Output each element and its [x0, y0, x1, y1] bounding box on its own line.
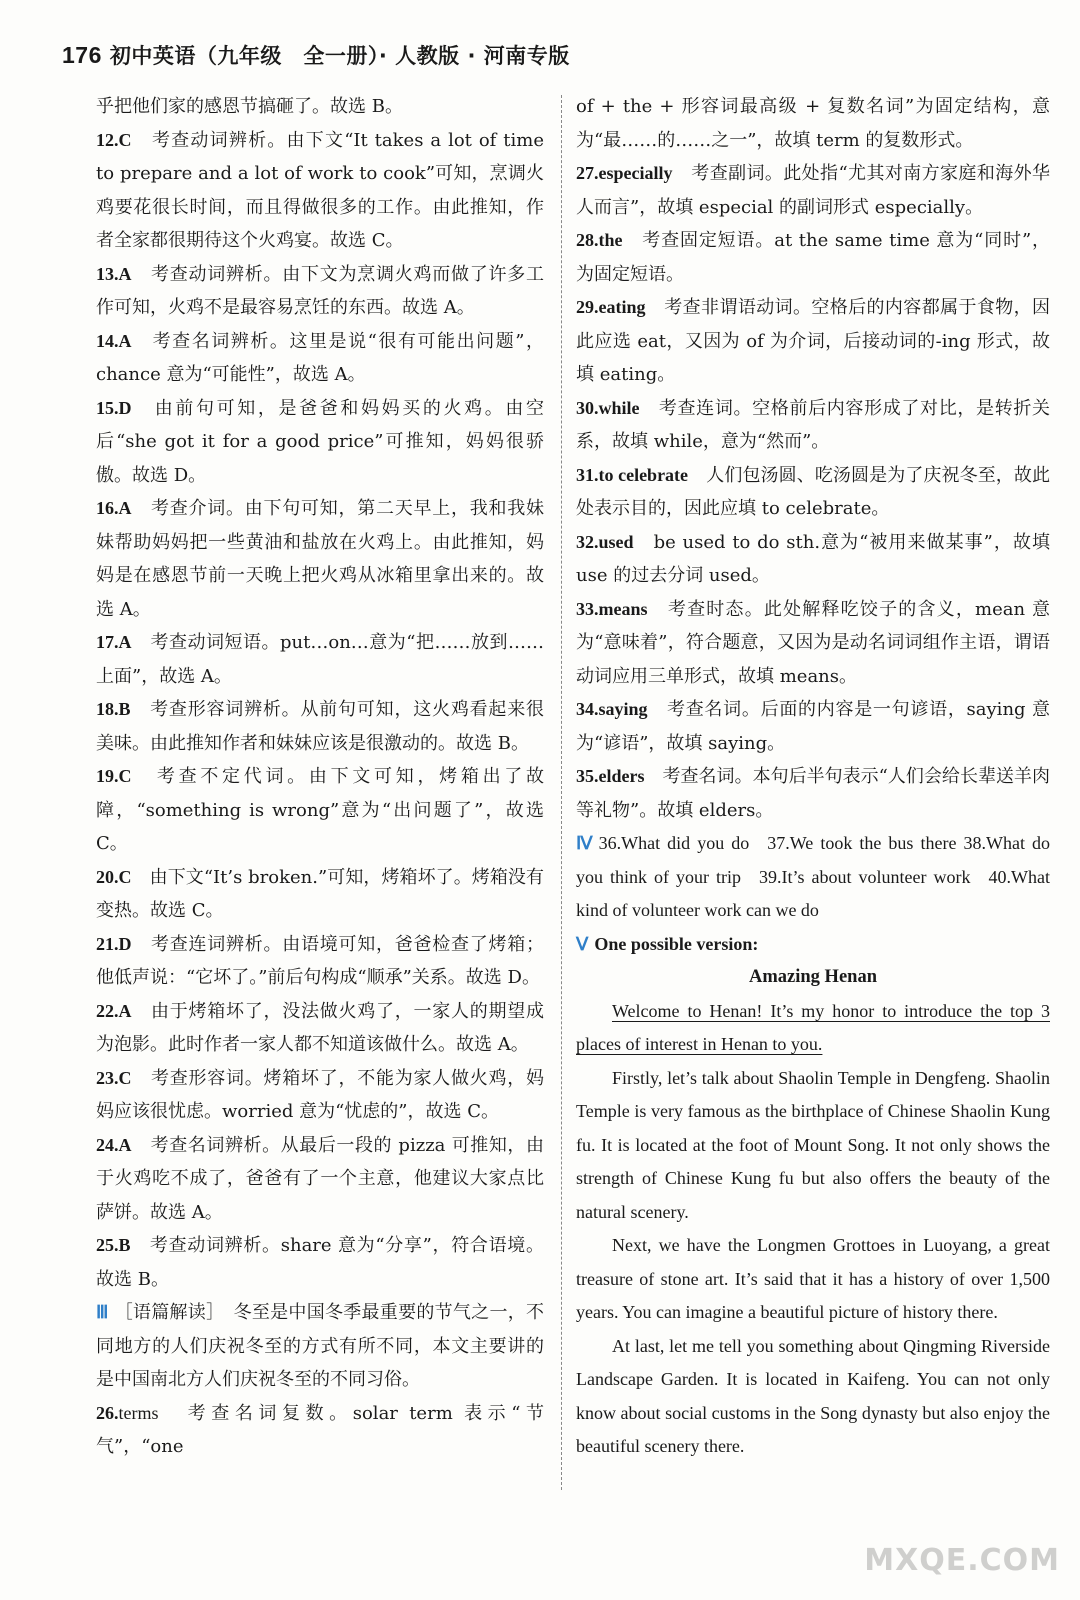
item-explanation: 考查名词辨析。从最后一段的 pizza 可推知，由于火鸡吃不成了，爸爸有了一个主意，他建议大家点比萨饼。故选 A。: [96, 1134, 545, 1223]
item-number: 16.: [96, 498, 119, 518]
item-answer: C: [118, 866, 132, 887]
item-explanation: 考查连词辨析。由语境可知，爸爸检查了烤箱；他低声说：“它坏了。”前后句构成“顺承”关系。故选 D。: [96, 933, 544, 988]
item-explanation: 考查名词。本句后半句表示“人们会给长辈送羊肉等礼物”。故填 elders。: [576, 766, 1051, 821]
item-answer: D: [118, 397, 132, 418]
answer-item: [96, 492, 544, 626]
item-number: 19.: [96, 766, 119, 786]
item-number: 30.: [576, 397, 599, 418]
essay-paragraph-3: Next, we have the Longmen Grottoes in Luoyang, a great treasure of stone art. It’s said that it has a history of over 1,500 years. You can imagine a beautiful picture of history there.: [576, 1235, 1050, 1322]
answer-list-left: [96, 124, 544, 1297]
answer-item: [96, 325, 544, 392]
answer-item: [576, 459, 1050, 526]
essay-paragraph-2: Firstly, let’s talk about Shaolin Temple in Dengfeng. Shaolin Temple is very famous as the birthplace of Chinese Shaolin Kung fu. It is located at the foot of Mount Song. It not only shows the strength of Chinese Kung fu but also offers the beauty of the natural scenery.: [576, 1067, 1050, 1222]
item-explanation: 考查固定短语。at the same time 意为“同时”，为固定短语。: [576, 230, 1051, 285]
item-answer: while: [598, 397, 640, 418]
item-number: 22.: [96, 1000, 119, 1021]
item-number: 15.: [96, 397, 119, 418]
item-answer: the: [598, 230, 623, 250]
answer-item: [96, 124, 544, 258]
item-explanation: 考查动词短语。put…on…意为“把……放到……上面”，故选 A。: [96, 632, 545, 687]
section-marker-4: Ⅳ: [576, 833, 593, 853]
item-number: 27.: [576, 163, 599, 183]
item-answer: A: [118, 1000, 132, 1021]
item-explanation: 考查非谓语动词。空格后的内容都属于食物，因此应选 eat，又因为 of 为介词，后接动词的-ing 形式，故填 eating。: [576, 297, 1051, 385]
item-answer: D: [118, 933, 132, 954]
answer-item: [96, 928, 544, 995]
item-answer: C: [118, 1067, 132, 1088]
item-explanation: 考查动词辨析。由下文“It takes a lot of time to prepare and a lot of work to cook”可知，烹调火鸡要花很长时间，而且得做很多的工作。由此推知，作者全家都很期待这个火鸡宴。故选 C。: [96, 129, 545, 251]
item-answer: to celebrate: [598, 464, 689, 485]
item-answer: means: [598, 598, 648, 619]
answer-item: [96, 693, 544, 760]
answer-item: [576, 157, 1050, 224]
right-column: [576, 90, 1050, 1464]
essay-paragraph-1: Welcome to Henan! It’s my honor to introduce the top 3 places of interest in Henan to you.: [576, 1000, 1050, 1054]
answer-39: 39.It’s about volunteer work: [759, 866, 971, 887]
item-answer: eating: [598, 297, 646, 317]
section-4-answers: [576, 827, 1050, 928]
answer-item: [96, 1129, 544, 1230]
item-explanation: 考查名词复数。solar term 表示“节气”，“one: [96, 1402, 545, 1457]
item-answer: B: [118, 699, 131, 719]
item-explanation: 考查动词辨析。由下文为烹调火鸡而做了许多工作可知，火鸡不是最容易烹饪的东西。故选 A。: [96, 263, 544, 318]
answer-36: 36.What did you do: [598, 833, 750, 853]
item-number: 23.: [96, 1067, 119, 1088]
item-answer: C: [118, 129, 132, 150]
essay-body: [576, 995, 1050, 1464]
item-explanation: 人们包汤圆、吃汤圆是为了庆祝冬至，故此处表示目的，因此应填 to celebrate。: [576, 464, 1051, 519]
continuation-text-right: of + the + 形容词最高级 + 复数名词”为固定结构，意为“最……的……之一”，故填 term 的复数形式。: [576, 96, 1050, 151]
item-explanation: 考查动词辨析。share 意为“分享”，符合语境。故选 B。: [96, 1235, 544, 1290]
answer-item: [96, 760, 544, 861]
answer-item: [576, 526, 1050, 593]
answer-item: [576, 693, 1050, 760]
page-number: 176: [62, 42, 102, 68]
item-explanation: 考查不定代词。由下文可知，烤箱出了故障，“something is wrong”意为“出问题了”，故选 C。: [96, 766, 544, 854]
book-title: 初中英语（九年级 全一册）· 人教版 · 河南专版: [109, 44, 570, 68]
item-explanation: 考查名词辨析。这里是说“很有可能出问题”，chance 意为“可能性”，故选 A。: [96, 330, 545, 385]
answer-item: [576, 224, 1050, 291]
watermark-logo: MXQE.COM: [864, 1543, 1060, 1578]
item-number: 14.: [96, 330, 119, 351]
item-explanation: 考查介词。由下句可知，第二天早上，我和我妹妹帮助妈妈把一些黄油和盐放在火鸡上。由此推知，妈妈是在感恩节前一天晚上把火鸡从冰箱里拿出来的。故选 A。: [96, 498, 544, 620]
item-answer: C: [118, 766, 132, 786]
item-answer: A: [118, 632, 132, 652]
item-answer: saying: [598, 699, 648, 719]
item-answer: A: [118, 1134, 132, 1155]
answer-item: [96, 1062, 544, 1129]
item-answer: terms: [118, 1402, 159, 1423]
item-answer: A: [118, 330, 132, 351]
item-explanation: 由于烤箱坏了，没法做火鸡了，一家人的期望成为泡影。此时作者一家人都不知道该做什么。故选 A。: [96, 1000, 544, 1055]
item-number: 33.: [576, 598, 599, 619]
answer-item: [576, 291, 1050, 392]
answer-item: [576, 392, 1050, 459]
item-number: 35.: [576, 766, 599, 786]
answer-item: [96, 258, 544, 325]
item-explanation: 考查时态。此处解释吃饺子的含义，mean 意为“意味着”，符合题意，又因为是动名词词组作主语，谓语动词应用三单形式，故填 means。: [576, 598, 1051, 687]
item-answer: used: [598, 531, 634, 552]
passage-summary: ［语篇解读］ 冬至是中国冬季最重要的节气之一，不同地方的人们庆祝冬至的方式有所不同，本文主要讲的是中国南北方人们庆祝冬至的不同习俗。: [96, 1302, 544, 1390]
item-number: 12.: [96, 129, 119, 150]
continuation-text: 乎把他们家的感恩节搞砸了。故选 B。: [96, 96, 403, 117]
essay-title: Amazing Henan: [749, 967, 877, 987]
answer-item: [96, 626, 544, 693]
answer-item: [96, 392, 544, 493]
item-explanation: 考查名词。后面的内容是一句谚语，saying 意为“谚语”，故填 saying。: [576, 699, 1051, 754]
page-header: [62, 40, 570, 70]
item-number: 34.: [576, 699, 599, 719]
answer-item: [96, 1229, 544, 1296]
answer-38: 38.What do you think of your trip: [576, 833, 1051, 887]
item-number: 29.: [576, 297, 599, 317]
item-number: 17.: [96, 632, 119, 652]
version-label: One possible version:: [594, 933, 759, 954]
essay-paragraph-4: At last, let me tell you something about Qingming Riverside Landscape Garden. It is located in Kaifeng. You can not only know about social customs in the Song dynasty but also enjoy the beautiful scenery there.: [576, 1335, 1050, 1456]
item-explanation: 考查形容词辨析。从前句可知，这火鸡看起来很美味。由此推知作者和妹妹应该是很激动的。故选 B。: [96, 699, 545, 754]
item-number: 25.: [96, 1235, 119, 1255]
section-marker-3: Ⅲ: [96, 1302, 109, 1322]
item-number: 20.: [96, 866, 119, 887]
left-column: [96, 90, 544, 1464]
answer-list-right: [576, 157, 1050, 827]
item-explanation: 考查副词。此处指“尤其对南方家庭和海外华人而言”，故填 especial 的副词形式 especially。: [576, 163, 1051, 218]
answer-37: 37.We took the bus there: [767, 833, 957, 853]
item-explanation: 考查连词。空格前后内容形成了对比，是转折关系，故填 while，意为“然而”。: [576, 397, 1051, 452]
item-number: 26.: [96, 1402, 119, 1423]
section-marker-5: Ⅴ: [576, 933, 589, 954]
item-number: 21.: [96, 933, 119, 954]
answer-item: [96, 995, 544, 1062]
answer-item: [96, 861, 544, 928]
item-answer: elders: [598, 766, 645, 786]
item-explanation: 由前句可知，是爸爸和妈妈买的火鸡。由空后“she got it for a good price”可推知，妈妈很骄傲。故选 D。: [96, 397, 544, 486]
item-answer: A: [118, 498, 132, 518]
item-number: 13.: [96, 263, 119, 284]
answer-item: [576, 593, 1050, 694]
item-answer: A: [118, 263, 132, 284]
item-explanation: 由下文“It’s broken.”可知，烤箱坏了。烤箱没有变热。故选 C。: [96, 866, 545, 921]
answer-item-26: [96, 1397, 544, 1464]
item-explanation: be used to do sth.意为“被用来做某事”，故填 use 的过去分词 used。: [576, 531, 1051, 586]
section-5-label: [576, 928, 1050, 962]
item-number: 32.: [576, 531, 599, 552]
column-divider: [561, 95, 562, 1490]
item-number: 31.: [576, 464, 599, 485]
answer-item: [576, 760, 1050, 827]
item-number: 18.: [96, 699, 119, 719]
section-3-intro: [96, 1296, 544, 1397]
item-explanation: 考查形容词。烤箱坏了，不能为家人做火鸡，妈妈应该很忧虑。worried 意为“忧虑的”，故选 C。: [96, 1067, 544, 1122]
item-number: 28.: [576, 230, 599, 250]
item-answer: especially: [598, 163, 673, 183]
item-answer: B: [118, 1235, 131, 1255]
item-number: 24.: [96, 1134, 119, 1155]
answer-40: 40.What kind of volunteer work can we do: [576, 866, 1050, 920]
